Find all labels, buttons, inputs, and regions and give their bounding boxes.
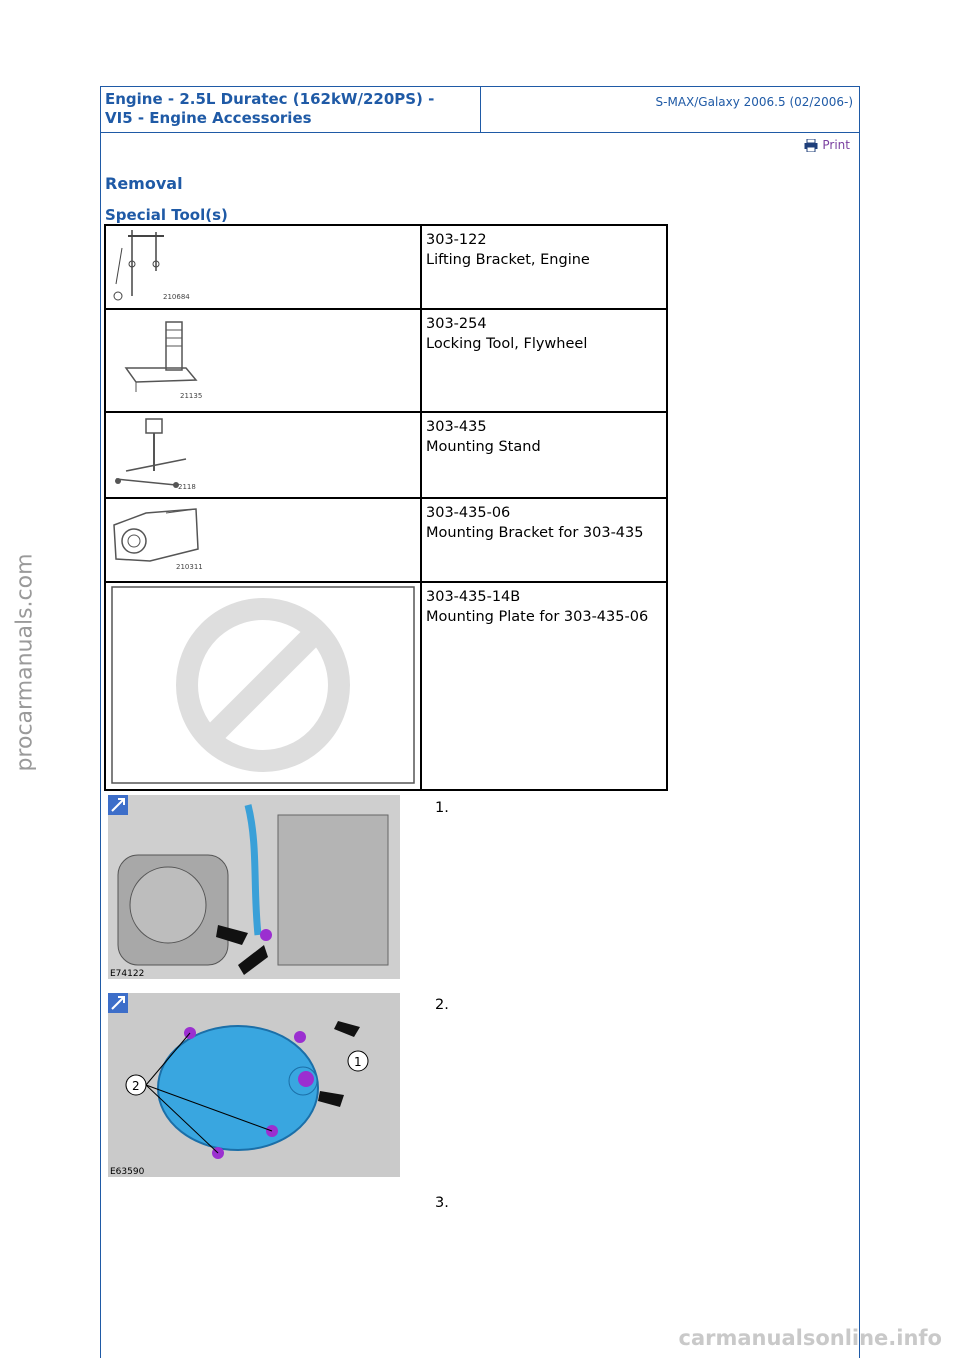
tool-code: 303-435 [426, 419, 487, 435]
zoom-icon[interactable] [108, 993, 128, 1013]
callout-label: 1 [354, 1055, 362, 1069]
tool-row [105, 498, 667, 582]
tool-figure-label: 2118 [178, 483, 196, 491]
title-line-2: VI5 - Engine Accessories [105, 109, 312, 127]
step-number: 2. [435, 997, 449, 1013]
step-figure-label: E74122 [110, 969, 145, 979]
tool-image-cell [105, 412, 421, 498]
special-tools-title: Special Tool(s) [105, 206, 228, 224]
step-figure-label: E63590 [110, 1167, 145, 1177]
tool-code: 303-435-06 [426, 505, 511, 521]
tool-figure-label: 210684 [163, 293, 190, 301]
tool-code: 303-254 [426, 316, 487, 332]
tool-row [105, 309, 667, 412]
alternator-bolts-illustration [108, 993, 400, 1177]
tool-text-cell [421, 498, 667, 582]
callout-label: 2 [132, 1079, 140, 1093]
tool-text-cell [421, 309, 667, 412]
step-number: 1. [435, 800, 449, 816]
tool-name: Lifting Bracket, Engine [426, 252, 590, 268]
tool-name: Mounting Stand [426, 439, 541, 455]
side-watermark: procarmanuals.com [12, 553, 38, 772]
lifting-bracket-illustration [106, 226, 418, 306]
tool-name: Mounting Plate for 303-435-06 [426, 609, 649, 625]
step-figure [108, 993, 400, 1177]
tool-image-cell [105, 225, 421, 309]
section-title: Removal [105, 174, 183, 193]
tool-figure-label: 21135 [180, 392, 203, 400]
tool-code: 303-435-14B [426, 589, 521, 605]
tool-name: Locking Tool, Flywheel [426, 336, 588, 352]
footer-watermark: carmanualsonline.info [678, 1326, 942, 1350]
tool-image-cell [105, 498, 421, 582]
tool-figure-label: 210311 [176, 563, 203, 571]
step-number: 3. [435, 1195, 449, 1211]
tool-image-cell [105, 582, 421, 790]
image-not-available-illustration [106, 583, 418, 787]
print-button[interactable] [804, 138, 850, 152]
flywheel-locking-tool-illustration [106, 310, 418, 409]
special-tools-table [104, 224, 668, 791]
print-label[interactable]: Print [822, 138, 850, 152]
printer-icon [804, 139, 818, 152]
tool-row [105, 412, 667, 498]
tool-name: Mounting Bracket for 303-435 [426, 525, 644, 541]
page-title [101, 87, 481, 132]
tool-row [105, 582, 667, 790]
tool-text-cell [421, 582, 667, 790]
mounting-bracket-illustration [106, 499, 418, 579]
tool-text-cell [421, 412, 667, 498]
alternator-wiring-illustration [108, 795, 400, 979]
title-line-1: Engine - 2.5L Duratec (162kW/220PS) - [105, 90, 435, 108]
tool-row [105, 225, 667, 309]
mounting-stand-illustration [106, 413, 418, 495]
model-label: S-MAX/Galaxy 2006.5 (02/2006-) [655, 95, 853, 109]
tool-code: 303-122 [426, 232, 487, 248]
page-header [100, 86, 860, 133]
step-figure [108, 795, 400, 979]
tool-text-cell [421, 225, 667, 309]
zoom-icon[interactable] [108, 795, 128, 815]
tool-image-cell [105, 309, 421, 412]
